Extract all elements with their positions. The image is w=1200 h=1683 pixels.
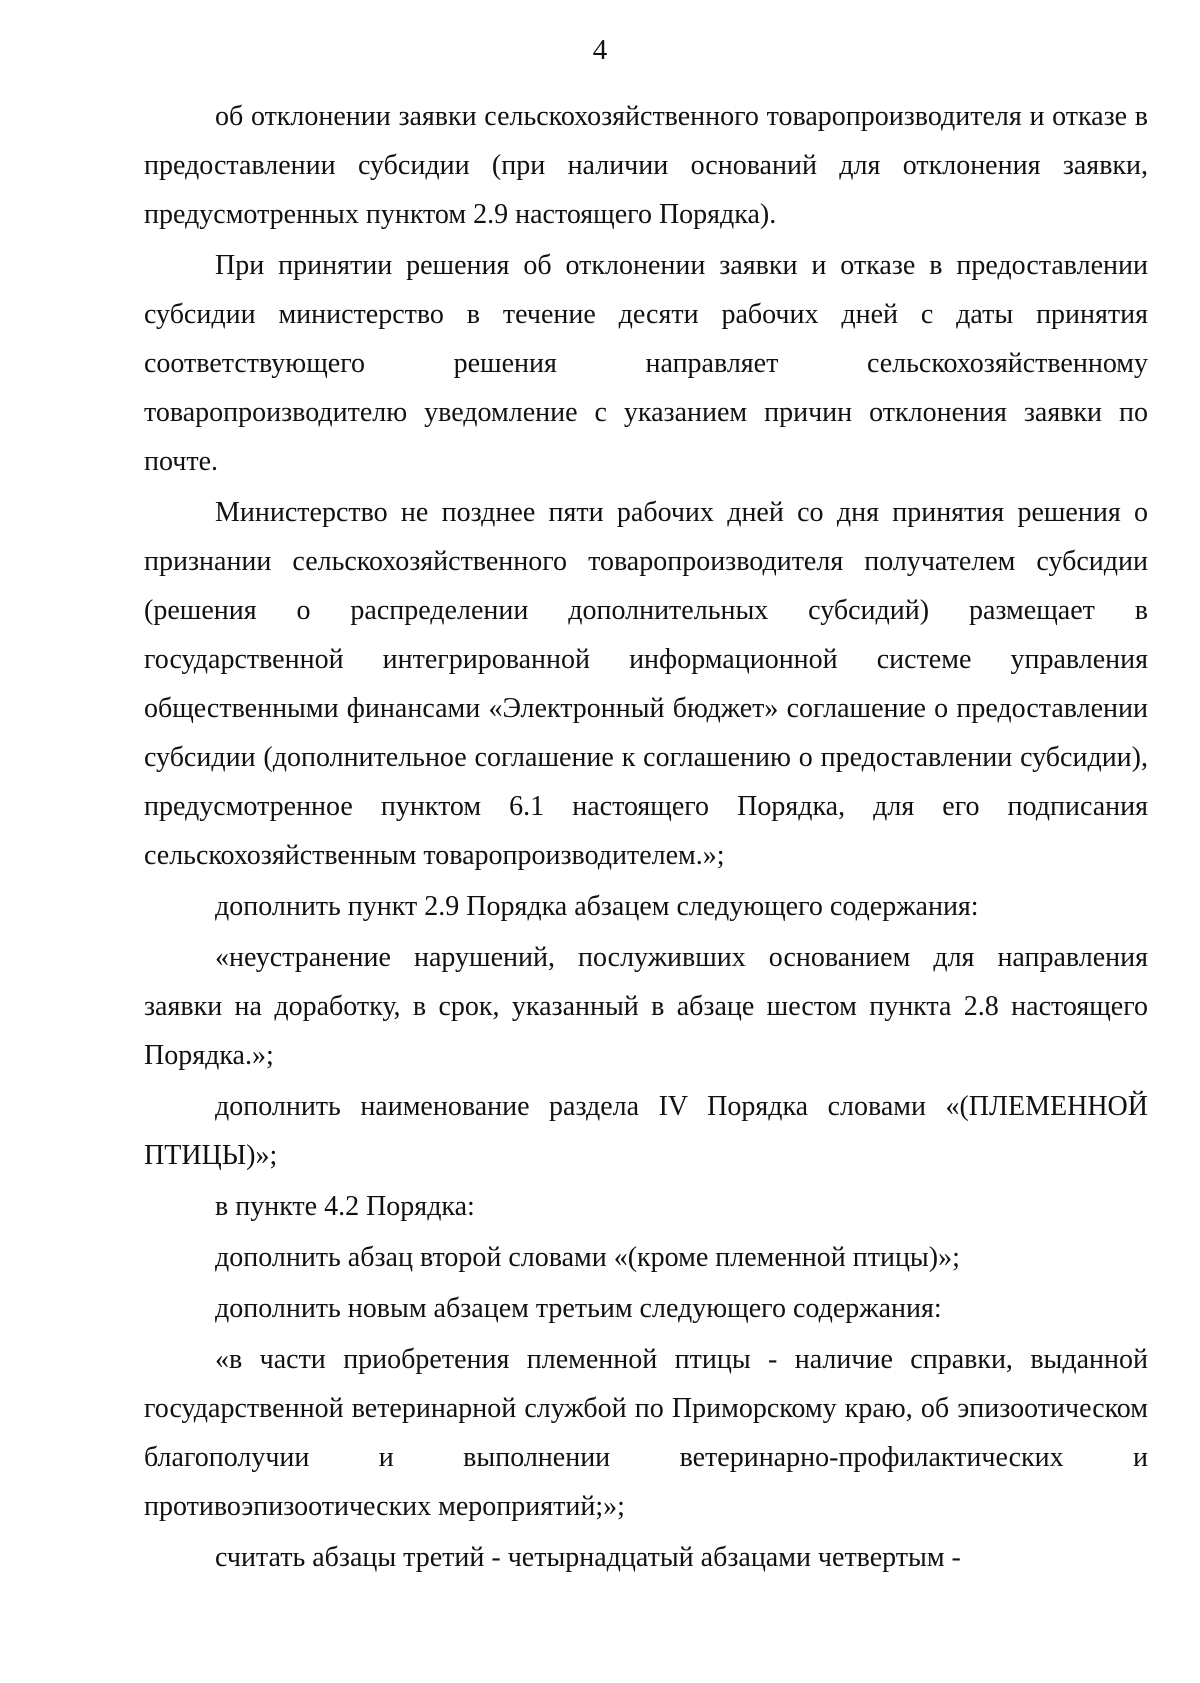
paragraph: Министерство не позднее пяти рабочих дней со дня принятия решения о признании сельскохозяйственного товаропроизводителя получателем субсидии (решения о распределении дополнительных субсидий) размещает в государственной интегрированной информационной системе управления общественными финансами «Электронный бюджет» соглашение о предоставлении субсидии (дополнительное соглашение к соглашению о предоставлении субсидии), предусмотренное пунктом 6.1 настоящего Порядка, для его подписания сельскохозяйственным товаропроизводителем.»;	[144, 497, 1148, 871]
paragraph: об отклонении заявки сельскохозяйственного товаропроизводителя и отказе в предоставлении субсидии (при наличии оснований для отклонения заявки, предусмотренных пунктом 2.9 настоящего Порядка).	[144, 101, 1148, 230]
document-body	[144, 92, 1148, 1582]
paragraph: «в части приобретения племенной птицы - наличие справки, выданной государственной ветеринарной службой по Приморскому краю, об эпизоотическом благополучии и выполнении ветеринарно-профилактических и противоэпизоотических мероприятий;»;	[144, 1344, 1148, 1522]
paragraph: в пункте 4.2 Порядка:	[215, 1191, 475, 1222]
page-number: 4	[592, 34, 608, 66]
paragraph: дополнить пункт 2.9 Порядка абзацем следующего содержания:	[215, 891, 979, 922]
paragraph: дополнить наименование раздела IV Порядка словами «(ПЛЕМЕННОЙ ПТИЦЫ)»;	[144, 1091, 1148, 1171]
paragraph: «неустранение нарушений, послуживших основанием для направления заявки на доработку, в срок, указанный в абзаце шестом пункта 2.8 настоящего Порядка.»;	[144, 942, 1148, 1071]
paragraph: считать абзацы третий - четырнадцатый абзацами четвертым -	[215, 1542, 961, 1573]
paragraph: дополнить абзац второй словами «(кроме племенной птицы)»;	[215, 1242, 960, 1273]
paragraph: дополнить новым абзацем третьим следующего содержания:	[215, 1293, 942, 1324]
paragraph: При принятии решения об отклонении заявки и отказе в предоставлении субсидии министерство в течение десяти рабочих дней с даты принятия соответствующего решения направляет сельскохозяйственному товаропроизводителю уведомление с указанием причин отклонения заявки по почте.	[144, 250, 1148, 477]
